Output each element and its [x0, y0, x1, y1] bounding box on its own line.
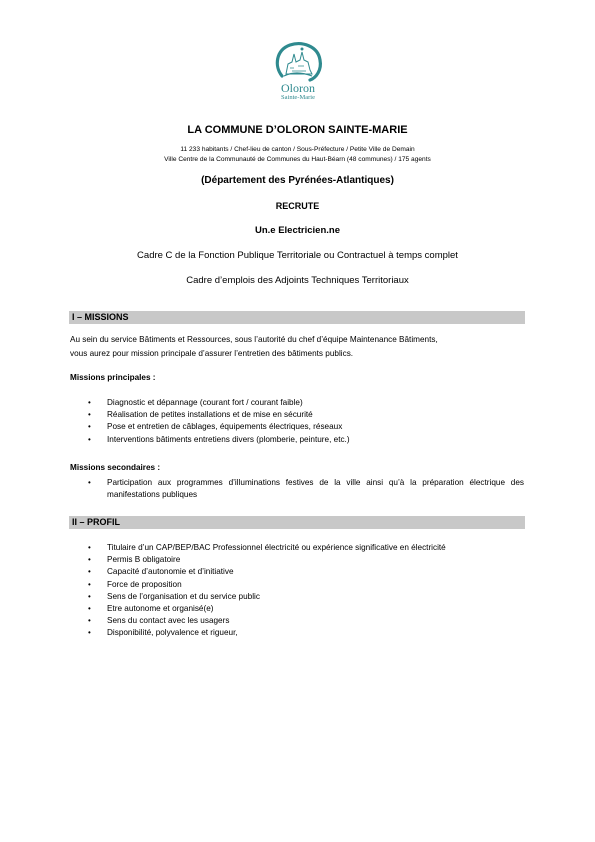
- list-item: • Titulaire d’un CAP/BEP/BAC Professionnel électricité ou expérience significative en électricité: [70, 542, 524, 554]
- missions-section-heading: I – MISSIONS: [69, 311, 525, 324]
- list-item: • Disponibilité, polyvalence et rigueur,: [70, 627, 524, 639]
- cadre-line-2: Cadre d’emplois des Adjoints Techniques Territoriaux: [186, 275, 409, 286]
- logo-name: Oloron: [281, 81, 315, 95]
- list-item: • Capacité d’autonomie et d’initiative: [70, 566, 524, 578]
- missions-principales-heading: Missions principales :: [70, 373, 156, 382]
- oloron-logo: [268, 40, 328, 106]
- logo-subname: Sainte-Marie: [281, 94, 315, 101]
- cadre-line-1: Cadre C de la Fonction Publique Territoriale ou Contractuel à temps complet: [137, 250, 458, 261]
- list-item: • Interventions bâtiments entretiens divers (plomberie, peinture, etc.): [70, 434, 524, 446]
- list-item: • Réalisation de petites installations et de mise en sécurité: [70, 409, 524, 421]
- missions-intro-line-2: vous aurez pour mission principale d’assurer l’entretien des bâtiments publics.: [70, 349, 354, 358]
- page-title: LA COMMUNE D’OLORON SAINTE-MARIE: [187, 124, 408, 136]
- list-item: • Pose et entretien de câblages, équipements électriques, réseaux: [70, 421, 524, 433]
- list-item: • Sens de l’organisation et du service public: [70, 591, 524, 603]
- missions-principales-list: [70, 397, 524, 446]
- recrute-heading: RECRUTE: [275, 201, 320, 211]
- list-item: • Etre autonome et organisé(e): [70, 603, 524, 615]
- city-emblem-icon: [268, 40, 328, 84]
- profil-section-heading: II – PROFIL: [69, 516, 525, 529]
- list-item: • Sens du contact avec les usagers: [70, 615, 524, 627]
- missions-intro-line-1: Au sein du service Bâtiments et Ressources, sous l’autorité du chef d’équipe Maintenance Bâtiments,: [70, 335, 438, 344]
- list-item: • Force de proposition: [70, 579, 524, 591]
- list-item: • Permis B obligatoire: [70, 554, 524, 566]
- commune-info-line-2: Ville Centre de la Communauté de Communes du Haut-Béarn (48 communes) / 175 agents: [164, 156, 431, 163]
- missions-secondaires-list: [70, 477, 524, 501]
- commune-info-line-1: 11 233 habitants / Chef-lieu de canton / Sous-Préfecture / Petite Ville de Demain: [180, 146, 415, 153]
- profil-list: [70, 542, 524, 640]
- list-item: • Diagnostic et dépannage (courant fort / courant faible): [70, 397, 524, 409]
- list-item: • Participation aux programmes d’illuminations festives de la ville ainsi qu’à la préparation électrique des manifestations publiques: [70, 477, 524, 501]
- job-title: Un.e Electricien.ne: [254, 225, 340, 236]
- missions-intro: [70, 333, 524, 361]
- department-heading: (Département des Pyrénées-Atlantiques): [201, 175, 394, 186]
- missions-secondaires-heading: Missions secondaires :: [70, 463, 161, 472]
